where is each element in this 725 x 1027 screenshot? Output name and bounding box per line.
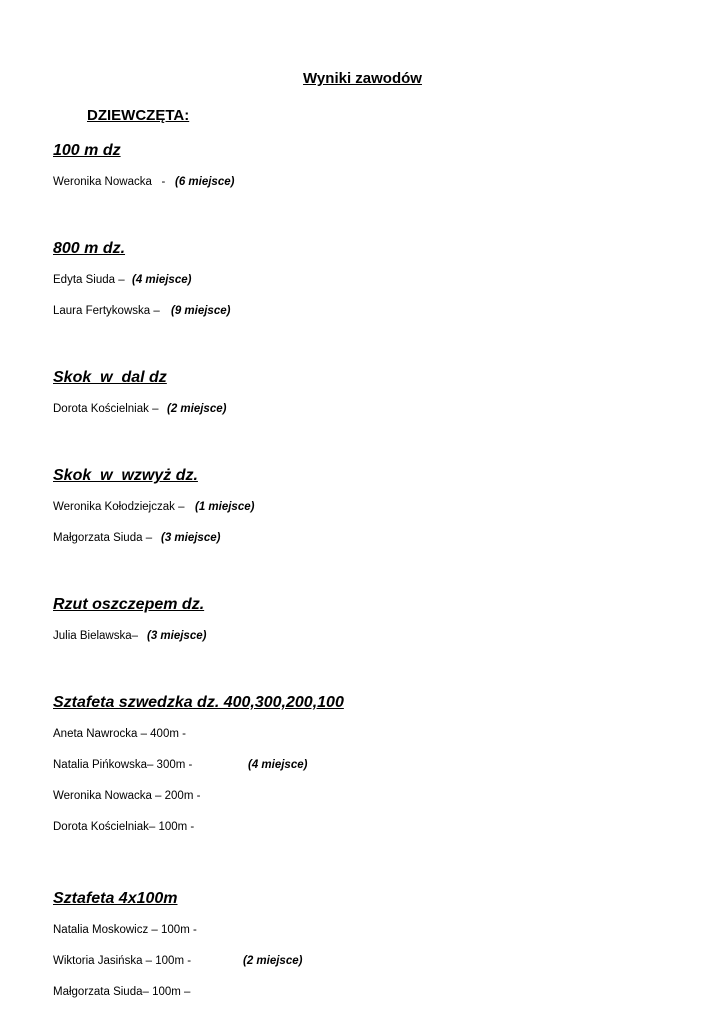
- list-item: [53, 629, 693, 660]
- entry-list: [53, 727, 693, 851]
- event-title: Skok w dal dz: [53, 369, 167, 386]
- competitor-name: Laura Fertykowska –: [53, 305, 167, 317]
- entry-list: [53, 402, 693, 433]
- list-item: [53, 820, 693, 851]
- competitor-name: Weronika Nowacka -: [53, 176, 169, 188]
- event-section: [53, 239, 693, 335]
- competitor-name: Weronika Nowacka – 200m -: [53, 790, 201, 802]
- event-title: Rzut oszczepem dz.: [53, 596, 205, 613]
- list-item: [53, 954, 693, 985]
- list-item: [53, 923, 693, 954]
- place-result: (2 miejsce): [243, 955, 303, 967]
- event-section: [53, 368, 693, 433]
- event-section: [53, 889, 693, 1016]
- entry-list: [53, 175, 693, 206]
- list-item: [53, 175, 693, 206]
- list-item: [53, 531, 693, 562]
- competitor-name: Julia Bielawska–: [53, 630, 145, 642]
- place-result: (4 miejsce): [132, 274, 192, 286]
- event-section: [53, 466, 693, 562]
- place-result: (3 miejsce): [161, 532, 221, 544]
- competitor-name: Dorota Kościelniak –: [53, 403, 162, 415]
- event-section: [53, 595, 693, 660]
- competitor-name: Wiktoria Jasińska – 100m -: [53, 955, 192, 967]
- place-result: (9 miejsce): [171, 305, 231, 317]
- competitor-name: Dorota Kościelniak– 100m -: [53, 821, 195, 833]
- competitor-name: Aneta Nawrocka – 400m -: [53, 728, 186, 740]
- place-result: (1 miejsce): [195, 501, 255, 513]
- list-item: [53, 402, 693, 433]
- list-item: [53, 985, 693, 1016]
- event-title: 100 m dz: [53, 142, 121, 159]
- event-title: 800 m dz.: [53, 240, 126, 257]
- list-item: [53, 304, 693, 335]
- list-item: [53, 789, 693, 820]
- list-item: [53, 758, 693, 789]
- event-title: Sztafeta szwedzka dz. 400,300,200,100: [53, 694, 344, 711]
- competitor-name: Natalia Moskowicz – 100m -: [53, 924, 197, 936]
- competitor-name: Edyta Siuda –: [53, 274, 131, 286]
- place-result: (3 miejsce): [147, 630, 207, 642]
- event-section: [53, 693, 693, 851]
- place-result: (2 miejsce): [167, 403, 227, 415]
- competitor-name: Małgorzata Siuda –: [53, 532, 156, 544]
- entry-list: [53, 500, 693, 562]
- entry-list: [53, 629, 693, 660]
- event-title: Sztafeta 4x100m: [53, 890, 178, 907]
- competitor-name: Małgorzata Siuda– 100m –: [53, 986, 191, 998]
- list-item: [53, 273, 693, 304]
- group-title: DZIEWCZĘTA:: [87, 107, 190, 124]
- place-result: (6 miejsce): [175, 176, 235, 188]
- event-title: Skok w wzwyż dz.: [53, 467, 198, 484]
- event-section: [53, 141, 693, 206]
- competitor-name: Natalia Pińkowska– 300m -: [53, 759, 193, 771]
- document-title: Wyniki zawodów: [303, 70, 422, 87]
- entry-list: [53, 273, 693, 335]
- list-item: [53, 500, 693, 531]
- list-item: [53, 727, 693, 758]
- place-result: (4 miejsce): [248, 759, 308, 771]
- entry-list: [53, 923, 693, 1016]
- competitor-name: Weronika Kołodziejczak –: [53, 501, 188, 513]
